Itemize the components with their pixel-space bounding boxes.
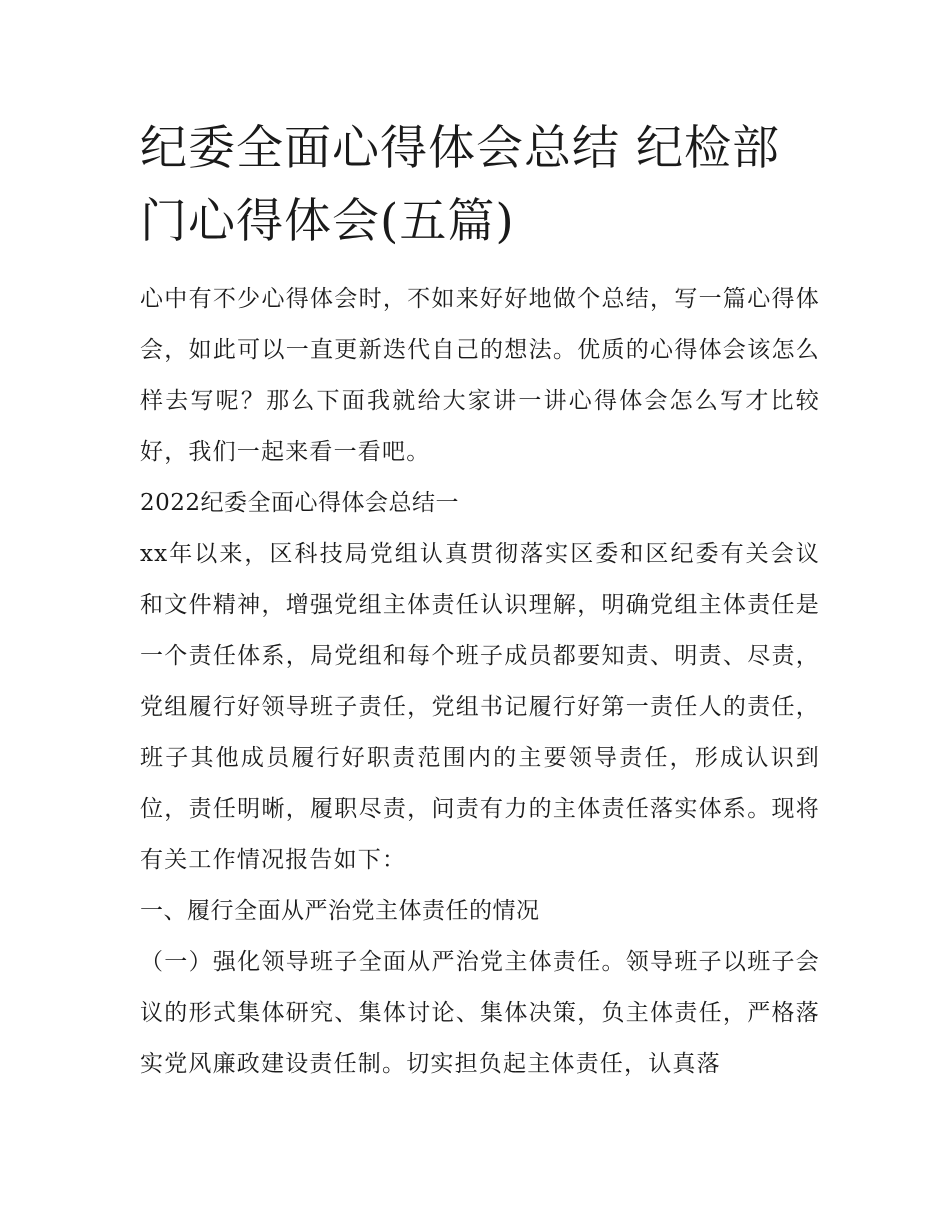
document-title: 纪委全面心得体会总结 纪检部门心得体会(五篇): [140, 121, 780, 249]
body-paragraph-1: xx年以来，区科技局党组认真贯彻落实区委和区纪委有关会议和文件精神，增强党组主体责任认识理解，明确党组主体责任是一个责任体系，局党组和每个班子成员都要知责、明责、尽责，党组履行好领导班子责任，党组书记履行好第一责任人的责任，班子其他成员履行好职责范围内的主要领导责任，形成认识到位，责任明晰，履职尽责，问责有力的主体责任落实体系。现将有关工作情况报告如下：: [140, 541, 820, 873]
section-heading-1: 一、履行全面从严治党主体责任的情况: [140, 898, 540, 924]
intro-paragraph: 心中有不少心得体会时，不如来好好地做个总结，写一篇心得体会，如此可以一直更新迭代自己的想法。优质的心得体会该怎么样去写呢？那么下面我就给大家讲一讲心得体会怎么写才比较好，我们一起来看一看吧。: [140, 286, 820, 465]
document-page: [140, 112, 820, 1090]
section-title: 2022纪委全面心得体会总结一: [140, 490, 460, 516]
body-paragraph-2: （一）强化领导班子全面从严治党主体责任。领导班子以班子会议的形式集体研究、集体讨论、集体决策，负主体责任，严格落实党风廉政建设责任制。切实担负起主体责任，认真落: [140, 949, 820, 1077]
